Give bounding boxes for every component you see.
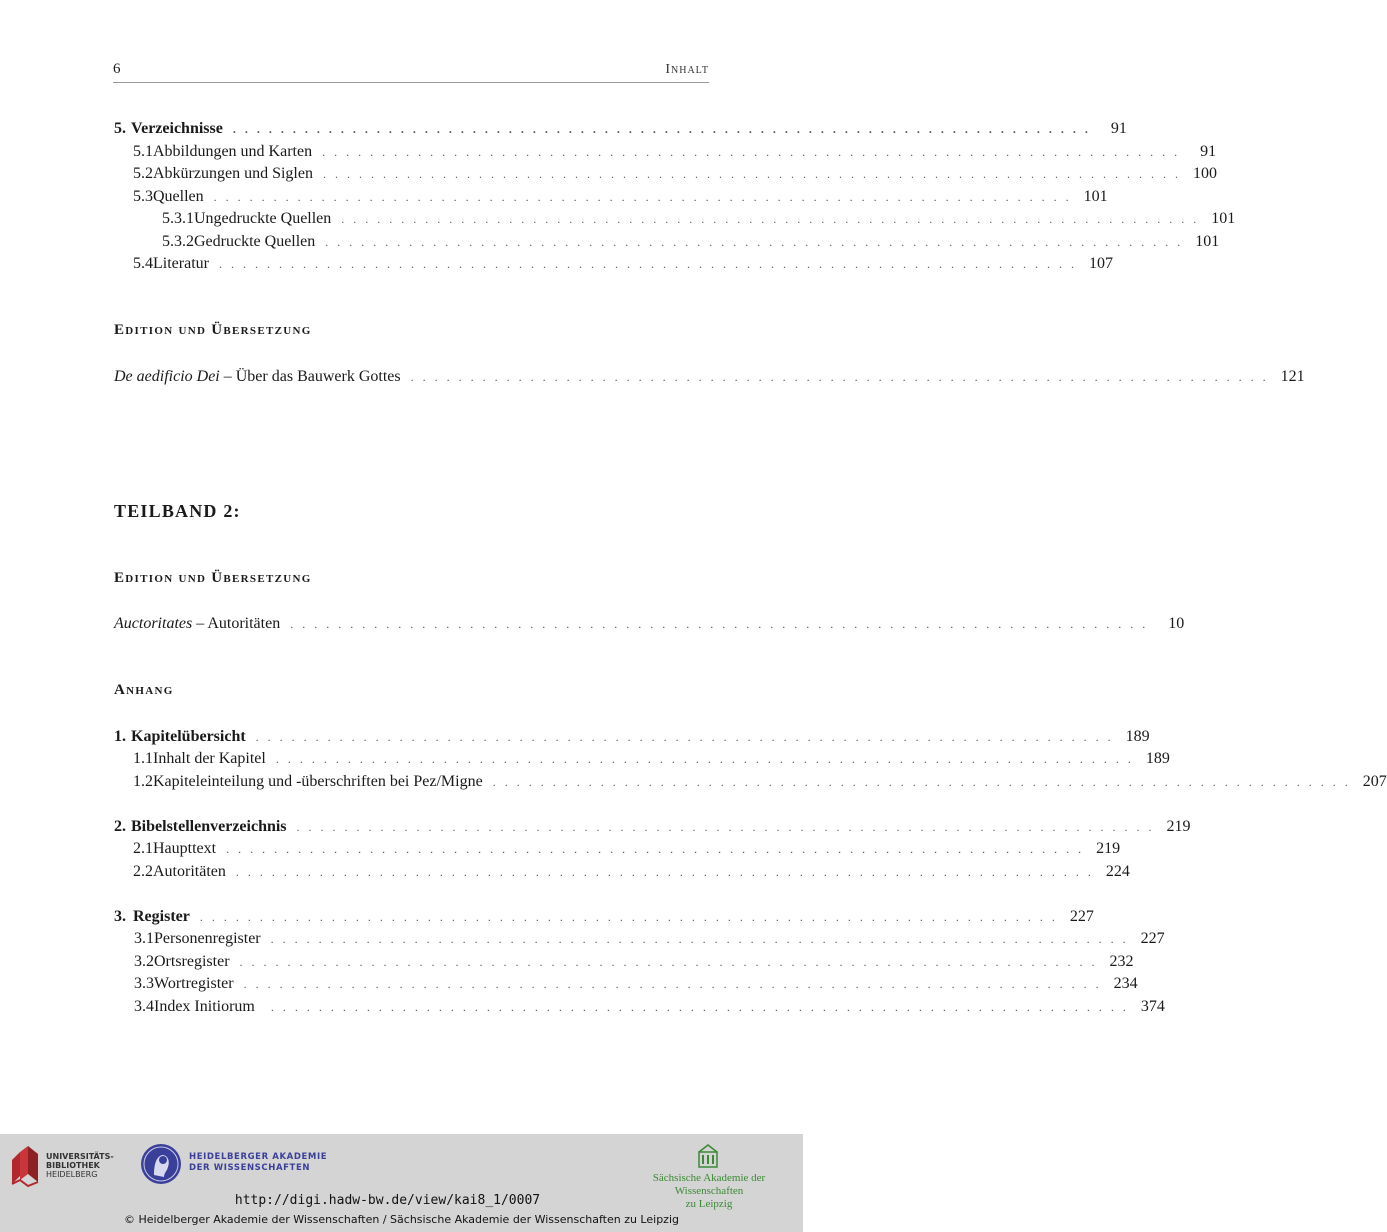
hadw-name-line: HEIDELBERGER AKADEMIE bbox=[189, 1152, 328, 1162]
toc-chapter-bibelstellen[interactable] bbox=[114, 816, 1191, 838]
leader-dots: . . . . . . . . . . . . . . . . . . . . . . . . . . . . . . . . . . . . . . . . . . . . . . . . . . . . . . . . . . . . . . . . . . . . . . . . bbox=[325, 235, 1184, 249]
toc-chapter-kapiteluebersicht[interactable] bbox=[114, 726, 1150, 748]
toc-page: 232 bbox=[1109, 953, 1134, 970]
toc-entry[interactable] bbox=[134, 928, 1165, 950]
section-heading-edition: Edition und Übersetzung bbox=[114, 322, 312, 338]
toc-number: 5.3.2 bbox=[162, 233, 194, 250]
leader-dots: . . . . . . . . . . . . . . . . . . . . . . . . . . . . . . . . . . . . . . . . . . . . . . . . . . . . . . . . . . . . . . . . . . . . . . . . bbox=[322, 167, 1181, 181]
toc-entry[interactable] bbox=[162, 231, 1220, 253]
toc-page: 374 bbox=[1140, 998, 1165, 1015]
saxon-name-line: zu Leipzig bbox=[685, 1198, 733, 1210]
leader-dots: . . . . . . . . . . . . . . . . . . . . . . . . . . . . . . . . . . . . . . . . . . . . . . . . . . . . . . . . . . . . . . . . . . . . . . . . bbox=[213, 190, 1072, 204]
academy-seal-icon[interactable] bbox=[140, 1143, 182, 1185]
ub-name-line: HEIDELBERG bbox=[46, 1170, 98, 1179]
toc-entry[interactable] bbox=[133, 838, 1121, 860]
leader-dots: . . . . . . . . . . . . . . . . . . . . . . . . . . . . . . . . . . . . . . . . . . . . . . . . . . . . . . . . . . . . . . . . . . . . . . . . bbox=[410, 370, 1269, 384]
toc-title: Inhalt der Kapitel bbox=[153, 750, 266, 767]
toc-entry[interactable] bbox=[133, 253, 1113, 275]
toc-page: 101 bbox=[1211, 210, 1236, 227]
leader-dots: . . . . . . . . . . . . . . . . . . . . . . . . . . . . . . . . . . . . . . . . . . . . . . . . . . . . . . . . . . . . . . . . . . . . . . . . bbox=[290, 617, 1149, 631]
toc-number: 5.2 bbox=[133, 165, 153, 182]
toc-page: 100 bbox=[1192, 165, 1217, 182]
page-number: 6 bbox=[113, 61, 121, 77]
toc-title: Ungedruckte Quellen bbox=[194, 210, 332, 227]
ub-name-line: UNIVERSITÄTS- bbox=[46, 1152, 114, 1161]
section-heading-edition: Edition und Übersetzung bbox=[114, 570, 312, 586]
toc-title: Literatur bbox=[153, 255, 209, 272]
leader-dots: . . . . . . . . . . . . . . . . . . . . . . . . . . . . . . . . . . . . . . . . . . . . . . . . . . . . . . . . . . . . . . . . . . . . . . . . bbox=[218, 257, 1077, 271]
teilband-heading: TEILBAND 2: bbox=[114, 501, 241, 521]
toc-chapter-register[interactable] bbox=[114, 906, 1094, 928]
toc-number: 3.4 bbox=[134, 998, 154, 1015]
toc-chapter-verzeichnisse[interactable] bbox=[114, 118, 1127, 140]
toc-page: 227 bbox=[1069, 908, 1094, 925]
toc-title: Kapitelübersicht bbox=[131, 728, 246, 745]
toc-title: Bibelstellenverzeichnis bbox=[131, 818, 287, 835]
leader-dots: . . . . . . . . . . . . . . . . . . . . . . . . . . . . . . . . . . . . . . . . . . . . . . . . . . . . . . . . . . . . . . . . . . . . . . . . bbox=[199, 910, 1058, 924]
toc-page: 219 bbox=[1096, 840, 1121, 857]
toc-title: Index Initiorum bbox=[154, 998, 255, 1015]
toc-entry[interactable] bbox=[133, 163, 1217, 185]
page-header bbox=[113, 60, 709, 83]
toc-page: 227 bbox=[1140, 930, 1165, 947]
toc-entry[interactable] bbox=[133, 861, 1130, 883]
toc-edition-entry[interactable] bbox=[114, 366, 1305, 388]
section-heading-anhang: Anhang bbox=[114, 682, 174, 698]
toc-entry[interactable] bbox=[134, 951, 1134, 973]
saxon-name-line: Sächsische Akademie der Wissenschaften bbox=[652, 1172, 766, 1197]
footer-bar bbox=[0, 1134, 803, 1232]
leader-dots: . . . . . . . . . . . . . . . . . . . . . . . . . . . . . . . . . . . . . . . . . . . . . . . . . . . . . . . . . . . . . . . . . . . . . . . . bbox=[341, 212, 1200, 226]
toc-title: Haupttext bbox=[153, 840, 217, 857]
heidelberg-academy-name[interactable] bbox=[189, 1152, 327, 1174]
toc-page: 107 bbox=[1088, 255, 1113, 272]
saxon-academy-emblem-icon[interactable] bbox=[698, 1144, 718, 1168]
toc-entry[interactable] bbox=[133, 186, 1108, 208]
toc-title: Quellen bbox=[153, 188, 204, 205]
toc-number: 3.3 bbox=[134, 975, 154, 992]
leader-dots: . . . . . . . . . . . . . . . . . . . . . . . . . . . . . . . . . . . . . . . . . . . . . . . . . . . . . . . . . . . . . . . . . . . . . . . . bbox=[270, 932, 1129, 946]
toc-title: Verzeichnisse bbox=[131, 120, 223, 137]
toc-title bbox=[114, 613, 280, 635]
work-title-german: – Autoritäten bbox=[192, 615, 281, 632]
toc-title bbox=[114, 366, 401, 388]
toc-page: 101 bbox=[1195, 233, 1220, 250]
toc-entry[interactable] bbox=[162, 208, 1236, 230]
toc-number: 2.2 bbox=[133, 863, 153, 880]
leader-dots: . . . . . . . . . . . . . . . . . . . . . . . . . . . . . . . . . . . . . . . . . . . . . . . . . . . . . . . . . . . . . . . . . . . . . . . . bbox=[270, 1000, 1129, 1014]
toc-edition-entry[interactable] bbox=[114, 613, 1185, 635]
leader-dots: . . . . . . . . . . . . . . . . . . . . . . . . . . . . . . . . . . . . . . . . . . . . . . . . . . . . . . . . . . . . . . . . . . . . . . . . bbox=[255, 730, 1114, 744]
leader-dots: . . . . . . . . . . . . . . . . . . . . . . . . . . . . . . . . . . . . . . . . . . . . . . . . . . . . . . . . . . . . . . . . . . . . . . . . bbox=[492, 775, 1351, 789]
university-library-name[interactable] bbox=[46, 1152, 114, 1179]
toc-title: Abkürzungen und Siglen bbox=[153, 165, 313, 182]
work-title-latin: De aedificio Dei bbox=[114, 368, 220, 385]
toc-title: Gedruckte Quellen bbox=[194, 233, 316, 250]
toc-page: 207 bbox=[1362, 773, 1387, 790]
permalink-url[interactable]: http://digi.hadw-bw.de/view/kai8_1/0007 bbox=[234, 1193, 541, 1208]
leader-dots: . . . . . . . . . . . . . . . . . . . . . . . . . . . . . . . . . . . . . . . . . . . . . . . . . . . . . . . . . . . . . . . . . . . . . . . . bbox=[232, 122, 1091, 136]
leader-dots: . . . . . . . . . . . . . . . . . . . . . . . . . . . . . . . . . . . . . . . . . . . . . . . . . . . . . . . . . . . . . . . . . . . . . . . . bbox=[322, 145, 1181, 159]
university-library-logo-icon[interactable] bbox=[8, 1144, 42, 1188]
ub-name-line: BIBLIOTHEK bbox=[46, 1161, 100, 1170]
toc-number: 3.1 bbox=[134, 930, 154, 947]
leader-dots: . . . . . . . . . . . . . . . . . . . . . . . . . . . . . . . . . . . . . . . . . . . . . . . . . . . . . . . . . . . . . . . . . . . . . . . . bbox=[239, 955, 1098, 969]
toc-page: 189 bbox=[1125, 728, 1150, 745]
toc-page: 91 bbox=[1110, 120, 1127, 137]
work-title-german: – Über das Bauwerk Gottes bbox=[219, 368, 401, 385]
toc-title: Kapiteleinteilung und -überschriften bei Pez/Migne bbox=[153, 773, 483, 790]
toc-page: 121 bbox=[1280, 368, 1305, 385]
work-title-latin: Auctoritates bbox=[114, 615, 193, 632]
toc-title: Autoritäten bbox=[153, 863, 226, 880]
hadw-name-line: DER WISSENSCHAFTEN bbox=[189, 1163, 311, 1173]
toc-number: 1. bbox=[114, 728, 126, 745]
toc-title: Abbildungen und Karten bbox=[153, 143, 313, 160]
toc-title: Register bbox=[133, 908, 190, 925]
toc-entry[interactable] bbox=[133, 771, 1387, 793]
leader-dots: . . . . . . . . . . . . . . . . . . . . . . . . . . . . . . . . . . . . . . . . . . . . . . . . . . . . . . . . . . . . . . . . . . . . . . . . bbox=[226, 842, 1085, 856]
toc-number: 3.2 bbox=[134, 953, 154, 970]
toc-entry[interactable] bbox=[133, 748, 1170, 770]
toc-page: 91 bbox=[1200, 143, 1217, 160]
toc-page: 10 bbox=[1168, 615, 1185, 632]
toc-number: 1.2 bbox=[133, 773, 153, 790]
toc-number: 1.1 bbox=[133, 750, 153, 767]
leader-dots: . . . . . . . . . . . . . . . . . . . . . . . . . . . . . . . . . . . . . . . . . . . . . . . . . . . . . . . . . . . . . . . . . . . . . . . . bbox=[296, 820, 1155, 834]
leader-dots: . . . . . . . . . . . . . . . . . . . . . . . . . . . . . . . . . . . . . . . . . . . . . . . . . . . . . . . . . . . . . . . . . . . . . . . . bbox=[243, 977, 1102, 991]
toc-page: 101 bbox=[1083, 188, 1108, 205]
toc-entry[interactable] bbox=[134, 996, 1165, 1018]
toc-number: 5. bbox=[114, 120, 126, 137]
toc-number: 5.1 bbox=[133, 143, 153, 160]
copyright-notice: © Heidelberger Akademie der Wissenschaften / Sächsische Akademie der Wissenschaften zu Leipzig bbox=[123, 1213, 679, 1226]
toc-page: 234 bbox=[1113, 975, 1138, 992]
toc-entry[interactable] bbox=[134, 973, 1138, 995]
toc-number: 5.3 bbox=[133, 188, 153, 205]
toc-number: 2. bbox=[114, 818, 126, 835]
toc-title: Personenregister bbox=[154, 930, 261, 947]
toc-page: 219 bbox=[1166, 818, 1191, 835]
toc-title: Wortregister bbox=[154, 975, 234, 992]
toc-number: 3. bbox=[114, 908, 126, 925]
toc-title: Ortsregister bbox=[154, 953, 230, 970]
running-head: Inhalt bbox=[665, 62, 709, 77]
toc-page: 189 bbox=[1145, 750, 1170, 767]
toc-number: 5.4 bbox=[133, 255, 153, 272]
leader-dots: . . . . . . . . . . . . . . . . . . . . . . . . . . . . . . . . . . . . . . . . . . . . . . . . . . . . . . . . . . . . . . . . . . . . . . . . bbox=[235, 865, 1094, 879]
toc-entry[interactable] bbox=[133, 141, 1217, 163]
toc-number: 5.3.1 bbox=[162, 210, 194, 227]
toc-page: 224 bbox=[1105, 863, 1130, 880]
leader-dots: . . . . . . . . . . . . . . . . . . . . . . . . . . . . . . . . . . . . . . . . . . . . . . . . . . . . . . . . . . . . . . . . . . . . . . . . bbox=[275, 752, 1134, 766]
toc-number: 2.1 bbox=[133, 840, 153, 857]
